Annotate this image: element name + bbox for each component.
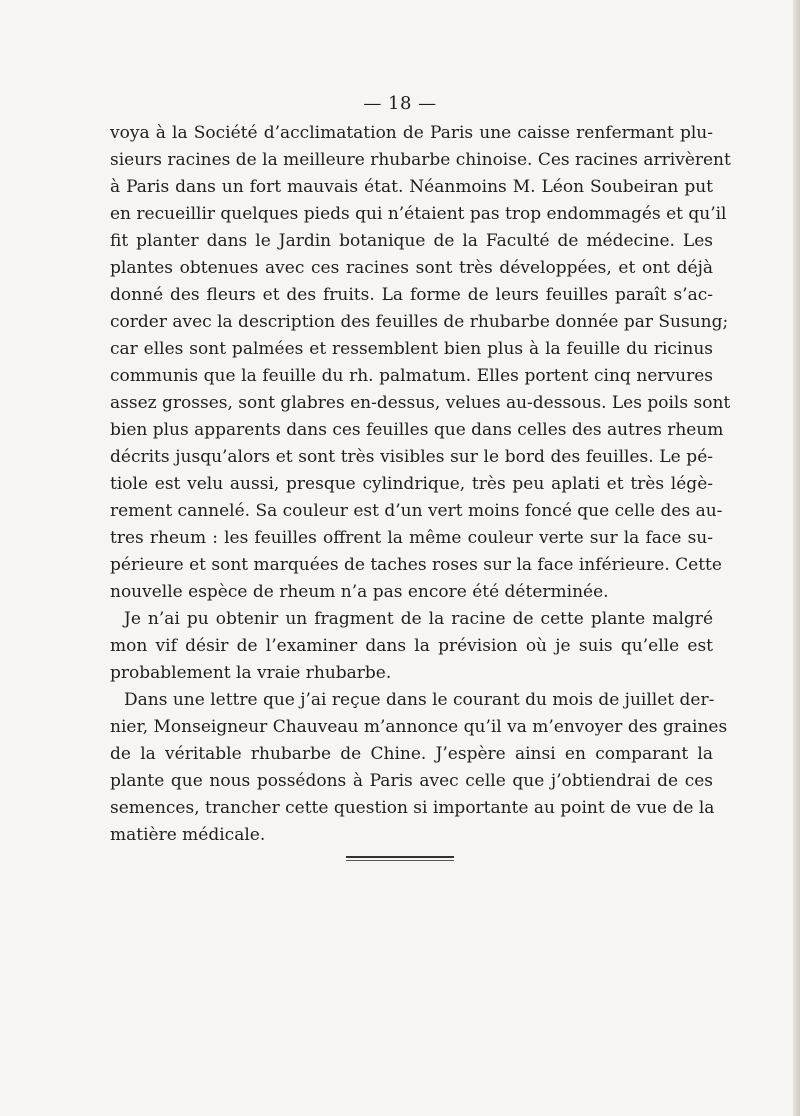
text-line: plantes obtenues avec ces racines sont très développées, et ont déjà bbox=[110, 258, 713, 278]
text-line: à Paris dans un fort mauvais état. Néanmoins M. Léon Soubeiran put bbox=[110, 177, 713, 197]
page-edge bbox=[793, 0, 800, 1116]
body-text bbox=[110, 120, 731, 849]
text-line: de la véritable rhubarbe de Chine. J’espère ainsi en comparant la bbox=[110, 744, 713, 764]
text-line: périeure et sont marquées de taches roses sur la face inférieure. Cette bbox=[110, 555, 722, 575]
text-line: semences, trancher cette question si importante au point de vue de la bbox=[110, 798, 715, 818]
text-line: sieurs racines de la meilleure rhubarbe chinoise. Ces racines arrivèrent bbox=[110, 150, 731, 170]
text-line: bien plus apparents dans ces feuilles que dans celles des autres rheum bbox=[110, 420, 724, 440]
text-line: assez grosses, sont glabres en-dessus, velues au-dessous. Les poils sont bbox=[110, 393, 731, 413]
text-line: en recueillir quelques pieds qui n’étaient pas trop endommagés et qu’il bbox=[110, 204, 727, 224]
text-line: donné des fleurs et des fruits. La forme de leurs feuilles paraît s’ac- bbox=[110, 285, 713, 305]
text-line: tres rheum : les feuilles offrent la même couleur verte sur la face su- bbox=[110, 528, 713, 548]
footer-rule bbox=[346, 856, 454, 858]
text-line: rement cannelé. Sa couleur est d’un vert moins foncé que celle des au- bbox=[110, 501, 723, 521]
text-line: car elles sont palmées et ressemblent bien plus à la feuille du ricinus bbox=[110, 339, 713, 359]
text-line: Dans une lettre que j’ai reçue dans le courant du mois de juillet der- bbox=[124, 690, 715, 710]
text-line: communis que la feuille du rh. palmatum. Elles portent cinq nervures bbox=[110, 366, 713, 386]
text-line: nouvelle espèce de rheum n’a pas encore été déterminée. bbox=[110, 582, 609, 602]
text-line: nier, Monseigneur Chauveau m’annonce qu’il va m’envoyer des graines bbox=[110, 717, 728, 737]
text-line: matière médicale. bbox=[110, 825, 266, 845]
text-line: plante que nous possédons à Paris avec celle que j’obtiendrai de ces bbox=[110, 771, 713, 791]
page-number: — 18 — bbox=[363, 93, 437, 114]
text-line: tiole est velu aussi, presque cylindrique, très peu aplati et très légè- bbox=[110, 474, 713, 494]
text-line: mon vif désir de l’examiner dans la prévision où je suis qu’elle est bbox=[110, 636, 713, 656]
text-line: décrits jusqu’alors et sont très visibles sur le bord des feuilles. Le pé- bbox=[110, 447, 713, 467]
text-line: corder avec la description des feuilles de rhubarbe donnée par Susung; bbox=[110, 312, 729, 332]
text-line: voya à la Société d’acclimatation de Paris une caisse renfermant plu- bbox=[110, 123, 713, 143]
text-line: fit planter dans le Jardin botanique de la Faculté de médecine. Les bbox=[110, 231, 713, 251]
text-line: probablement la vraie rhubarbe. bbox=[110, 663, 392, 683]
text-line: Je n’ai pu obtenir un fragment de la racine de cette plante malgré bbox=[124, 609, 713, 629]
